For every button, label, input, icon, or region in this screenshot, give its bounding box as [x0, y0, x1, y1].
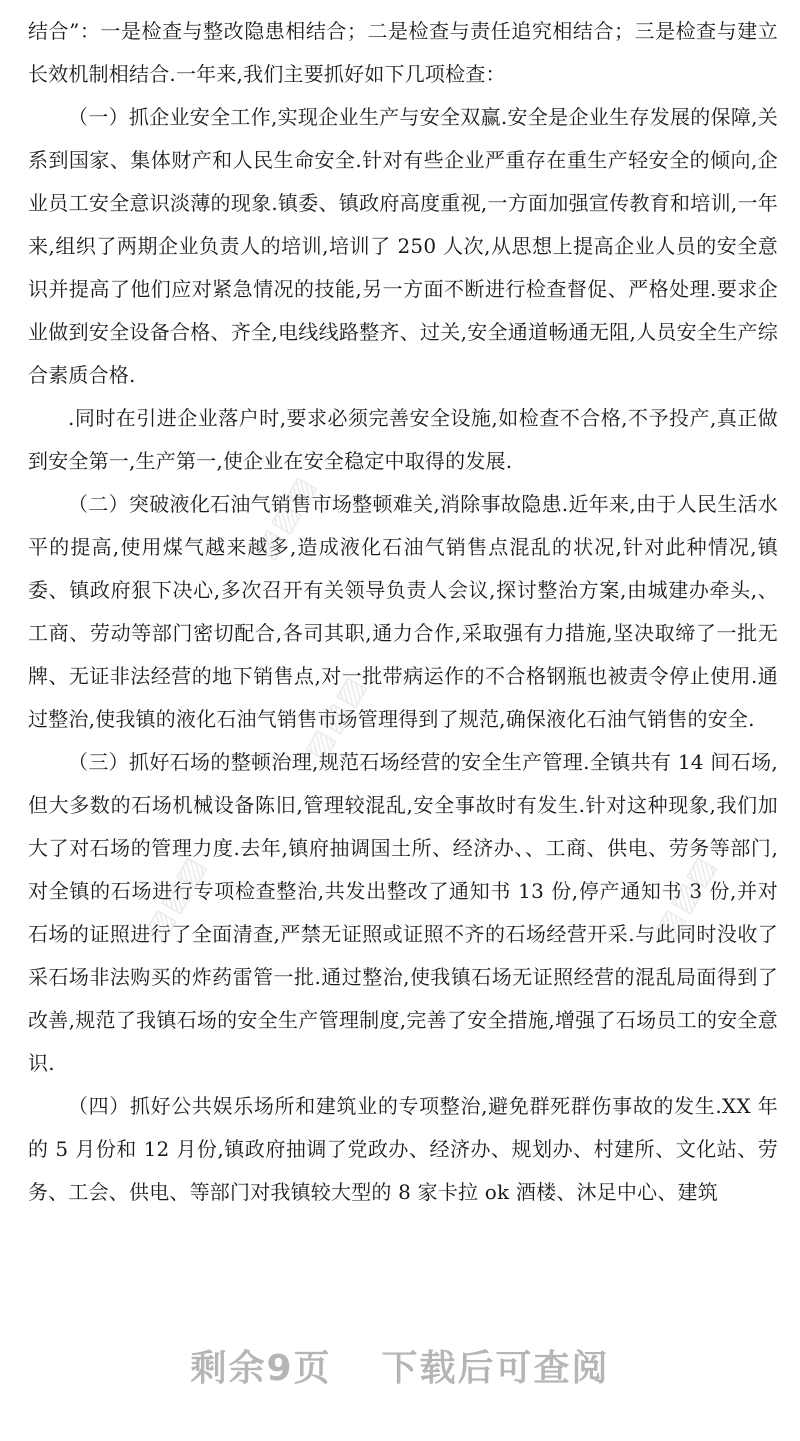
- paragraph-section-four: （四）抓好公共娱乐场所和建筑业的专项整治,避免群死群伤事故的发生.XX 年的 5 月份和 12 月份,镇政府抽调了党政办、经济办、规划办、村建所、文化站、劳务、工会、供电、等部门对我镇较大型的 8 家卡拉 ok 酒楼、沐足中心、建筑: [28, 1094, 778, 1204]
- remaining-pages-banner[interactable]: [0, 1340, 800, 1391]
- paragraph-section-three: （三）抓好石场的整顿治理,规范石场经营的安全生产管理.全镇共有 14 间石场,但大多数的石场机械设备陈旧,管理较混乱,安全事故时有发生.针对这种现象,我们加大了对石场的管理力度.去年,镇府抽调国土所、经济办、、工商、供电、劳务等部门,对全镇的石场进行专项检查整治,共发出整改了通知书 13 份,停产通知书 3 份,并对石场的证照进行了全面清查,严禁无证照或证照不齐的石场经营开采.与此同时没收了采石场非法购买的炸药雷管一批.通过整治,使我镇石场无证照经营的混乱局面得到了改善,规范了我镇石场的安全生产管理制度,完善了安全措施,增强了石场员工的安全意识.: [28, 750, 778, 1075]
- document-body: [28, 10, 778, 1214]
- paragraph-section-one-followup: .同时在引进企业落户时,要求必须完善安全设施,如检查不合格,不予投产,真正做到安全第一,生产第一,使企业在安全稳定中取得的发展.: [28, 406, 778, 473]
- paragraph-intro-continuation: 结合”：一是检查与整改隐患相结合；二是检查与责任追究相结合；三是检查与建立长效机制相结合.一年来,我们主要抓好如下几项检查：: [28, 19, 778, 86]
- download-to-view-text: 下载后可查阅: [381, 1348, 610, 1389]
- paragraph-section-two: （二）突破液化石油气销售市场整顿难关,消除事故隐患.近年来,由于人民生活水平的提高,使用煤气越来越多,造成液化石油气销售点混乱的状况,针对此种情况,镇委、镇政府狠下决心,多次召开有关领导负责人会议,探讨整治方案,由城建办牵头,、工商、劳动等部门密切配合,各司其职,通力合作,采取强有力措施,坚决取缔了一批无牌、无证非法经营的地下销售点,对一批带病运作的不合格钢瓶也被责令停止使用.通过整治,使我镇的液化石油气销售市场管理得到了规范,确保液化石油气销售的安全.: [28, 492, 778, 731]
- watermark-mark: ▨▨▨: [247, 469, 324, 566]
- watermark-mark: ▨▨▨: [137, 849, 214, 946]
- watermark-mark: ▨▨▨: [647, 849, 724, 946]
- watermark-mark: ▨▨▨: [297, 669, 374, 766]
- paragraph-section-one: （一）抓企业安全工作,实现企业生产与安全双赢.安全是企业生存发展的保障,关系到国家、集体财产和人民生命安全.针对有些企业严重存在重生产轻安全的倾向,企业员工安全意识淡薄的现象.镇委、镇政府高度重视,一方面加强宣传教育和培训,一年来,组织了两期企业负责人的培训,培训了 250 人次,从思想上提高企业人员的安全意识并提高了他们应对紧急情况的技能,另一方面不断进行检查督促、严格处理.要求企业做到安全设备合格、齐全,电线线路整齐、过关,安全通道畅通无阻,人员安全生产综合素质合格.: [28, 105, 778, 387]
- remaining-pages-text: 剩余9页: [190, 1348, 332, 1389]
